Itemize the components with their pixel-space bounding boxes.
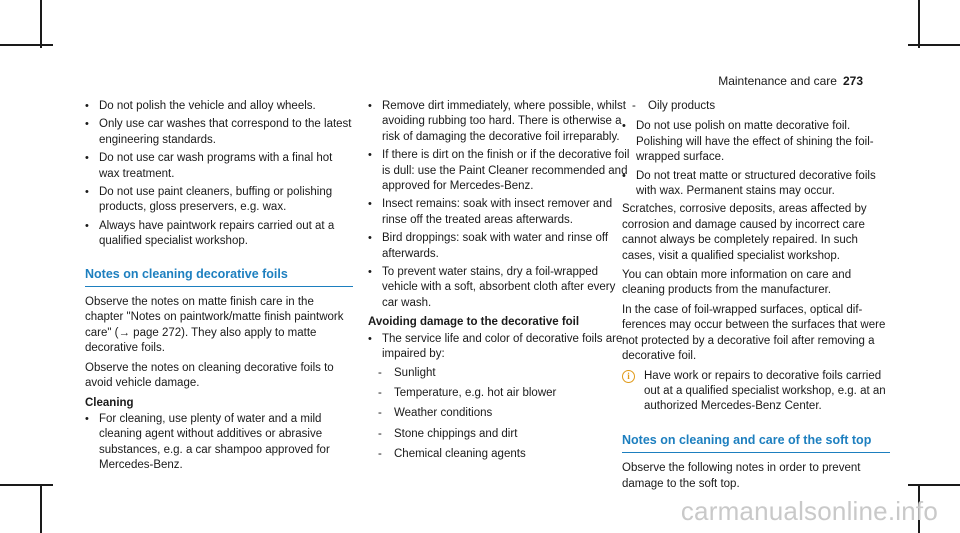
bullet-item: • If there is dirt on the finish or if the decorative foil is dull: use the Paint Cleaner recommended and approved for Mercedes-Benz.	[368, 148, 630, 194]
dash-item: - Stone chippings and dirt	[368, 427, 630, 442]
bullet-item: • Do not use paint cleaners, buffing or polishing products, gloss preservers, e.g. wax.	[85, 185, 353, 216]
section-heading-soft-top: Notes on cleaning and care of the soft top	[622, 433, 890, 453]
crop-mark	[908, 44, 960, 46]
crop-mark	[40, 484, 42, 533]
crop-mark	[0, 44, 53, 46]
watermark: carmanualsonline.info	[680, 496, 938, 526]
page-header	[718, 74, 863, 88]
info-note	[622, 369, 890, 415]
dash-item: - Sunlight	[368, 366, 630, 381]
bullet-item: • Bird droppings: soak with water and rinse off afterwards.	[368, 231, 630, 262]
bullet-item: • Do not use polish on matte decorative foil. Polishing will have the effect of shining the foil-wrapped surface.	[622, 119, 890, 165]
paragraph: Scratches, corrosive deposits, areas affected by corrosion and damage caused by incorrect care cannot always be completely repaired. In such cases, visit a qualified specialist workshop.	[622, 203, 867, 262]
crop-mark	[0, 484, 53, 486]
paragraph: Observe the notes on matte finish care in the chapter "Notes on paintwork/matte finish paintwork care" (→ page 272). They also apply to matte decorative foils.	[85, 296, 344, 355]
subheading-avoiding-damage: Avoiding damage to the decorative foil	[368, 316, 580, 329]
bullet-item: • Do not polish the vehicle and alloy wheels.	[85, 99, 353, 114]
dash-item: - Temperature, e.g. hot air blower	[368, 386, 630, 401]
paragraph: In the case of foil-wrapped surfaces, optical differences may occur between the surfaces that were not protected by a decorative foil after removing a decorative foil.	[622, 303, 886, 363]
page-number: 273	[842, 74, 863, 88]
section-heading-decorative-foils: Notes on cleaning decorative foils	[85, 267, 353, 287]
bullet-item: • To prevent water stains, dry a foil-wrapped vehicle with a soft, absorbent cloth after every car wash.	[368, 265, 630, 311]
dash-item: - Oily products	[622, 99, 890, 114]
crop-mark	[40, 0, 42, 48]
bullet-item: • Do not treat matte or structured decorative foils with wax. Permanent stains may occur.	[622, 169, 890, 200]
paragraph: Observe the notes on cleaning decorative foils to avoid vehicle damage.	[85, 361, 334, 390]
bullet-item: • Always have paintwork repairs carried out at a qualified specialist workshop.	[85, 219, 353, 250]
crop-mark	[908, 484, 960, 486]
dash-item: - Weather conditions	[368, 406, 630, 421]
column-middle	[368, 99, 630, 468]
bullet-item: • Remove dirt immediately, where possible, whilst avoiding rubbing too hard. There is otherwise a risk of damaging the decorative foil irreparably.	[368, 99, 630, 145]
paragraph: You can obtain more information on care and cleaning products from the manufacturer.	[622, 269, 852, 297]
dash-item: - Chemical cleaning agents	[368, 447, 630, 462]
column-right	[622, 99, 890, 496]
paragraph: Observe the following notes in order to prevent damage to the soft top.	[622, 462, 861, 490]
column-left	[85, 99, 353, 477]
info-text: Have work or repairs to decorative foils carried out at a qualified specialist workshop, e.g. at an authorized Mercedes-Benz Center.	[644, 369, 886, 413]
bullet-item: • The service life and color of decorative foils are impaired by:	[368, 332, 630, 363]
bullet-item: • Insect remains: soak with insect remover and rinse off the treated areas afterwards.	[368, 197, 630, 228]
crop-mark	[918, 0, 920, 48]
info-icon: i	[622, 370, 635, 383]
subheading-cleaning: Cleaning	[85, 396, 134, 409]
section-title: Maintenance and care	[718, 74, 837, 88]
bullet-item: • For cleaning, use plenty of water and a mild cleaning agent without additives or abrasive substances, e.g. a car shampoo approved for Mercedes-Benz.	[85, 412, 353, 474]
bullet-item: • Do not use car wash programs with a final hot wax treatment.	[85, 151, 353, 182]
bullet-item: • Only use car washes that correspond to the latest engineering standards.	[85, 117, 353, 148]
